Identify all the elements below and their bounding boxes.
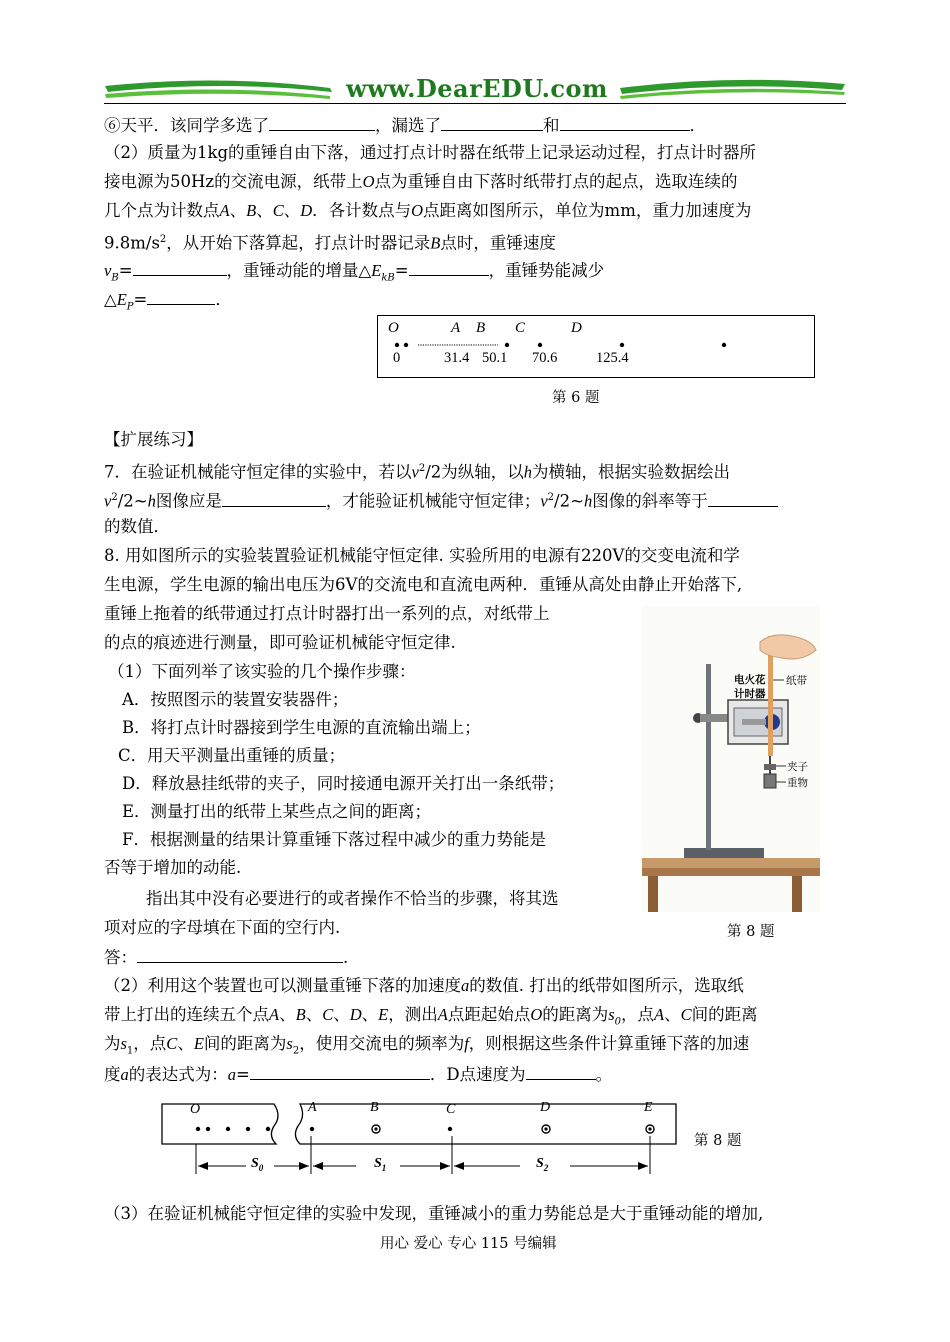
text: ，测出	[388, 1005, 438, 1024]
fig8-apparatus	[642, 606, 820, 912]
text-line	[104, 858, 241, 878]
text: v	[540, 491, 548, 511]
text: ，重锤势能减少	[488, 261, 605, 280]
fig6-label-c: C	[515, 320, 526, 336]
text: 、	[279, 1005, 296, 1024]
text: 图像应是	[155, 491, 222, 511]
tape-label-a: A	[308, 1100, 317, 1115]
answer-blank[interactable]	[137, 946, 343, 963]
tape-label-b: B	[370, 1100, 379, 1115]
text-line	[146, 889, 559, 909]
answer-blank[interactable]	[526, 1063, 596, 1080]
text: B	[246, 201, 257, 220]
tape-label-o: O	[190, 1102, 201, 1117]
step-b	[122, 718, 481, 738]
text: ，才能验证机械能守恒定律；	[325, 491, 541, 511]
step-d	[122, 774, 564, 794]
header-banner	[100, 72, 850, 106]
text: 几个点为计数点	[104, 201, 220, 220]
fig6-tape	[377, 315, 815, 378]
text: （3）在验证机械能守恒定律的实验中发现，重锤减小的重力势能总是大于重锤动能的增加,	[104, 1204, 764, 1223]
text: 、	[361, 1005, 379, 1024]
text: C	[166, 1034, 178, 1053]
text-line	[104, 143, 756, 163]
text: s	[120, 1034, 127, 1053]
text: 0	[258, 1162, 264, 1173]
text: （2）质量为1kg的重锤自由下落，通过打点计时器在纸带上记录运动过程，打点计时器所	[104, 143, 757, 162]
text: 、	[283, 201, 301, 220]
text-line	[104, 230, 556, 254]
text: =	[236, 1065, 250, 1084]
fig6-value-c: 70.6	[532, 350, 558, 366]
text: 项对应的字母填在下面的空行内.	[104, 918, 341, 937]
timer-label-1: 电火花	[734, 674, 766, 686]
answer-blank[interactable]	[147, 288, 215, 305]
text-line	[104, 633, 456, 653]
text: 点距起始点	[447, 1005, 531, 1024]
answer-blank[interactable]	[708, 490, 778, 507]
text: 、	[256, 201, 273, 220]
text: ．	[215, 290, 232, 309]
text: 1	[126, 1045, 134, 1057]
text: D	[349, 1005, 362, 1024]
text-line	[104, 201, 751, 221]
text: 7．在验证机械能守恒定律的实验中，若以	[104, 462, 412, 482]
text: ，从开始下落算起，打点计时器记录	[166, 233, 431, 253]
text: ，重锤动能的增量△	[226, 261, 372, 280]
text: ，点	[133, 1034, 167, 1053]
text: 的表达式为：	[128, 1065, 228, 1084]
text: a	[227, 1065, 236, 1084]
fig6-label-d: D	[571, 320, 582, 336]
text: B	[111, 272, 119, 284]
weight-label: 重物	[787, 777, 808, 789]
text: ，使用交流电的频率为	[299, 1034, 465, 1053]
fig6-label-a: A	[451, 320, 461, 336]
tape-label-c: C	[446, 1102, 456, 1117]
fig6-value-o: 0	[393, 350, 401, 366]
timer-label-2: 计时器	[734, 688, 766, 700]
text: s	[608, 1005, 615, 1024]
text: kB	[381, 272, 395, 284]
tape-label-e: E	[644, 1100, 653, 1115]
text-line	[108, 662, 416, 682]
step-c	[118, 746, 345, 766]
answer-blank[interactable]	[560, 114, 690, 131]
text: 接电源为50Hz的交流电源，纸带上	[104, 172, 363, 191]
text: S	[251, 1156, 259, 1171]
tape-label: 纸带	[786, 675, 807, 687]
text: a	[120, 1065, 129, 1084]
text-line	[104, 517, 170, 537]
text: （2）利用这个装置也可以测量重锤下落的加速度	[104, 976, 461, 995]
tape-label-d: D	[540, 1100, 551, 1115]
text: 9.8m/s	[104, 233, 160, 253]
text: 2	[547, 492, 555, 503]
text-line	[104, 459, 730, 483]
text: ，点	[621, 1005, 655, 1024]
clip-label: 夹子	[787, 761, 808, 773]
text: 为横轴，根据实验数据绘出	[532, 462, 731, 482]
text: （1）下面列举了该实验的几个操作步骤：	[108, 662, 416, 681]
text: A	[219, 201, 230, 220]
text: 2	[111, 492, 118, 503]
text: v	[411, 462, 419, 482]
text: △	[104, 290, 117, 309]
text: A	[437, 1005, 448, 1024]
text: 重锤上拖着的纸带通过打点计时器打出一系列的点，对纸带上	[104, 604, 550, 623]
answer-blank[interactable]	[250, 1063, 430, 1080]
text: D．释放悬挂纸带的夹子，同时接通电源开关打出一条纸带；	[122, 774, 565, 793]
text: C	[272, 201, 284, 220]
text: 的点的痕迹进行测量，即可验证机械能守恒定律.	[104, 633, 456, 652]
text: E	[193, 1034, 204, 1053]
text: 8. 用如图所示的实验装置验证机械能守恒定律. 实验所用的电源有220V的交变电流和学	[104, 546, 740, 565]
text: 的距离为	[542, 1005, 609, 1024]
answer-line	[104, 946, 348, 968]
text: 2	[418, 463, 426, 474]
text-line	[104, 172, 738, 192]
text: 的数值．	[104, 517, 170, 536]
fig8-caption: 第 8 题	[727, 924, 775, 940]
answer-blank[interactable]	[222, 490, 326, 507]
text: E	[116, 290, 127, 309]
text: ．D点速度为	[429, 1065, 526, 1084]
text: ，漏选了	[375, 116, 441, 135]
text: 指出其中没有必要进行的或者操作不恰当的步骤，将其选	[146, 889, 559, 908]
s1-label	[374, 1156, 386, 1173]
text: F．根据测量的结果计算重锤下落过程中减少的重力势能是	[122, 830, 546, 849]
text: =	[133, 290, 148, 309]
text: 、	[229, 201, 247, 220]
text: E	[371, 261, 382, 280]
text: /2为纵轴，以	[425, 462, 524, 482]
text-line	[104, 1034, 749, 1061]
text-line	[104, 288, 232, 317]
text: 的数值. 打出的纸带如图所示，选取纸	[469, 976, 744, 995]
text: D	[300, 201, 313, 220]
text: A	[654, 1005, 665, 1024]
text-line	[104, 575, 742, 595]
text: 。	[595, 1065, 613, 1084]
text-line	[104, 918, 340, 938]
step-e	[122, 802, 431, 822]
text: 1	[381, 1162, 387, 1173]
text-line	[104, 488, 778, 512]
text: 答：	[104, 948, 137, 967]
text: P	[126, 301, 134, 313]
site-title: www.DearEDU.com	[346, 74, 608, 103]
text: O	[411, 201, 424, 220]
text-line	[104, 114, 706, 136]
text: 【扩展练习】	[104, 430, 203, 449]
text: ，则根据这些条件计算重锤下落的加速	[468, 1034, 750, 1053]
page-footer: 用心 爱心 专心 115 号编辑	[380, 1236, 557, 1252]
step-a	[122, 690, 348, 710]
text: ．	[689, 116, 706, 135]
answer-blank[interactable]	[269, 114, 375, 131]
text: h	[523, 462, 533, 482]
text: 和	[543, 116, 560, 135]
text: B	[430, 233, 441, 253]
fig6-value-d: 125.4	[596, 350, 629, 366]
text: S	[374, 1156, 382, 1171]
text: ⑥天平．该同学多选了	[104, 116, 269, 135]
text: 、	[177, 1034, 194, 1053]
text: v	[104, 261, 112, 280]
text-line	[104, 546, 740, 566]
text: 2	[292, 1045, 300, 1057]
text: 图像的斜率等于	[592, 491, 708, 511]
text: ．各计数点与	[312, 201, 412, 220]
text: /2~	[117, 491, 148, 511]
text: 为	[104, 1034, 121, 1053]
text: 2	[543, 1162, 549, 1173]
fig6-caption: 第 6 题	[552, 390, 600, 406]
text: E．测量打出的纸带上某些点之间的距离；	[122, 802, 432, 821]
text: 、	[664, 1005, 681, 1024]
text: a	[461, 976, 470, 995]
text: 点距离如图所示，单位为mm，重力加速度为	[423, 201, 752, 220]
text: C．用天平测量出重锤的质量；	[118, 746, 346, 765]
text-line	[104, 604, 550, 624]
text: h	[147, 491, 156, 511]
text-line	[104, 259, 604, 288]
fig6-label-b: B	[476, 320, 486, 336]
text: E	[378, 1005, 389, 1024]
text: /2~	[554, 491, 584, 511]
fig6-value-b: 50.1	[482, 350, 508, 366]
text: f	[464, 1034, 469, 1053]
text: h	[583, 491, 593, 511]
text: S	[536, 1156, 544, 1171]
text: C	[680, 1005, 692, 1024]
text: v	[104, 491, 112, 511]
text-line	[104, 1005, 758, 1032]
text: A．按照图示的装置安装器件；	[122, 690, 349, 709]
text-line	[104, 1204, 763, 1224]
text: =	[394, 261, 409, 280]
text: 点为重锤自由下落时纸带打点的起点，选取连续的	[374, 172, 738, 191]
text: 点时，重锤速度	[440, 233, 556, 253]
answer-blank[interactable]	[409, 259, 489, 276]
tape-drawing	[156, 1096, 686, 1180]
text: 、	[333, 1005, 350, 1024]
s0-label	[251, 1156, 263, 1173]
header-rule	[104, 103, 846, 104]
text: B．将打点计时器接到学生电源的直流输出端上；	[122, 718, 481, 737]
text: O	[530, 1005, 543, 1024]
answer-blank[interactable]	[133, 259, 227, 276]
text: 2	[159, 234, 167, 245]
text: .	[343, 948, 349, 967]
text: 间的距离为	[203, 1034, 287, 1053]
text: C	[322, 1005, 334, 1024]
tape-caption: 第 8 题	[694, 1133, 742, 1149]
text: 0	[614, 1016, 622, 1028]
text: 度	[104, 1065, 121, 1084]
step-f	[122, 830, 546, 850]
text: 间的距离	[691, 1005, 758, 1024]
text: A	[269, 1005, 280, 1024]
fig6-value-a: 31.4	[444, 350, 470, 366]
fig8-tape	[156, 1096, 686, 1180]
text-line	[104, 976, 744, 996]
answer-blank[interactable]	[441, 114, 543, 131]
fig6-dots	[378, 316, 813, 376]
text: O	[362, 172, 375, 191]
text: 否等于增加的动能.	[104, 858, 242, 877]
text: 生电源，学生电源的输出电压为6V的交流电和直流电两种．重锤从高处由静止开始落下,	[104, 575, 743, 594]
text: 带上打出的连续五个点	[104, 1005, 269, 1024]
text: B	[295, 1005, 306, 1024]
s2-label	[536, 1156, 548, 1173]
fig6-label-o: O	[388, 320, 399, 336]
text: s	[286, 1034, 293, 1053]
section-heading	[104, 430, 203, 450]
text: =	[118, 261, 133, 280]
text-line	[104, 1063, 612, 1085]
text: 、	[305, 1005, 323, 1024]
